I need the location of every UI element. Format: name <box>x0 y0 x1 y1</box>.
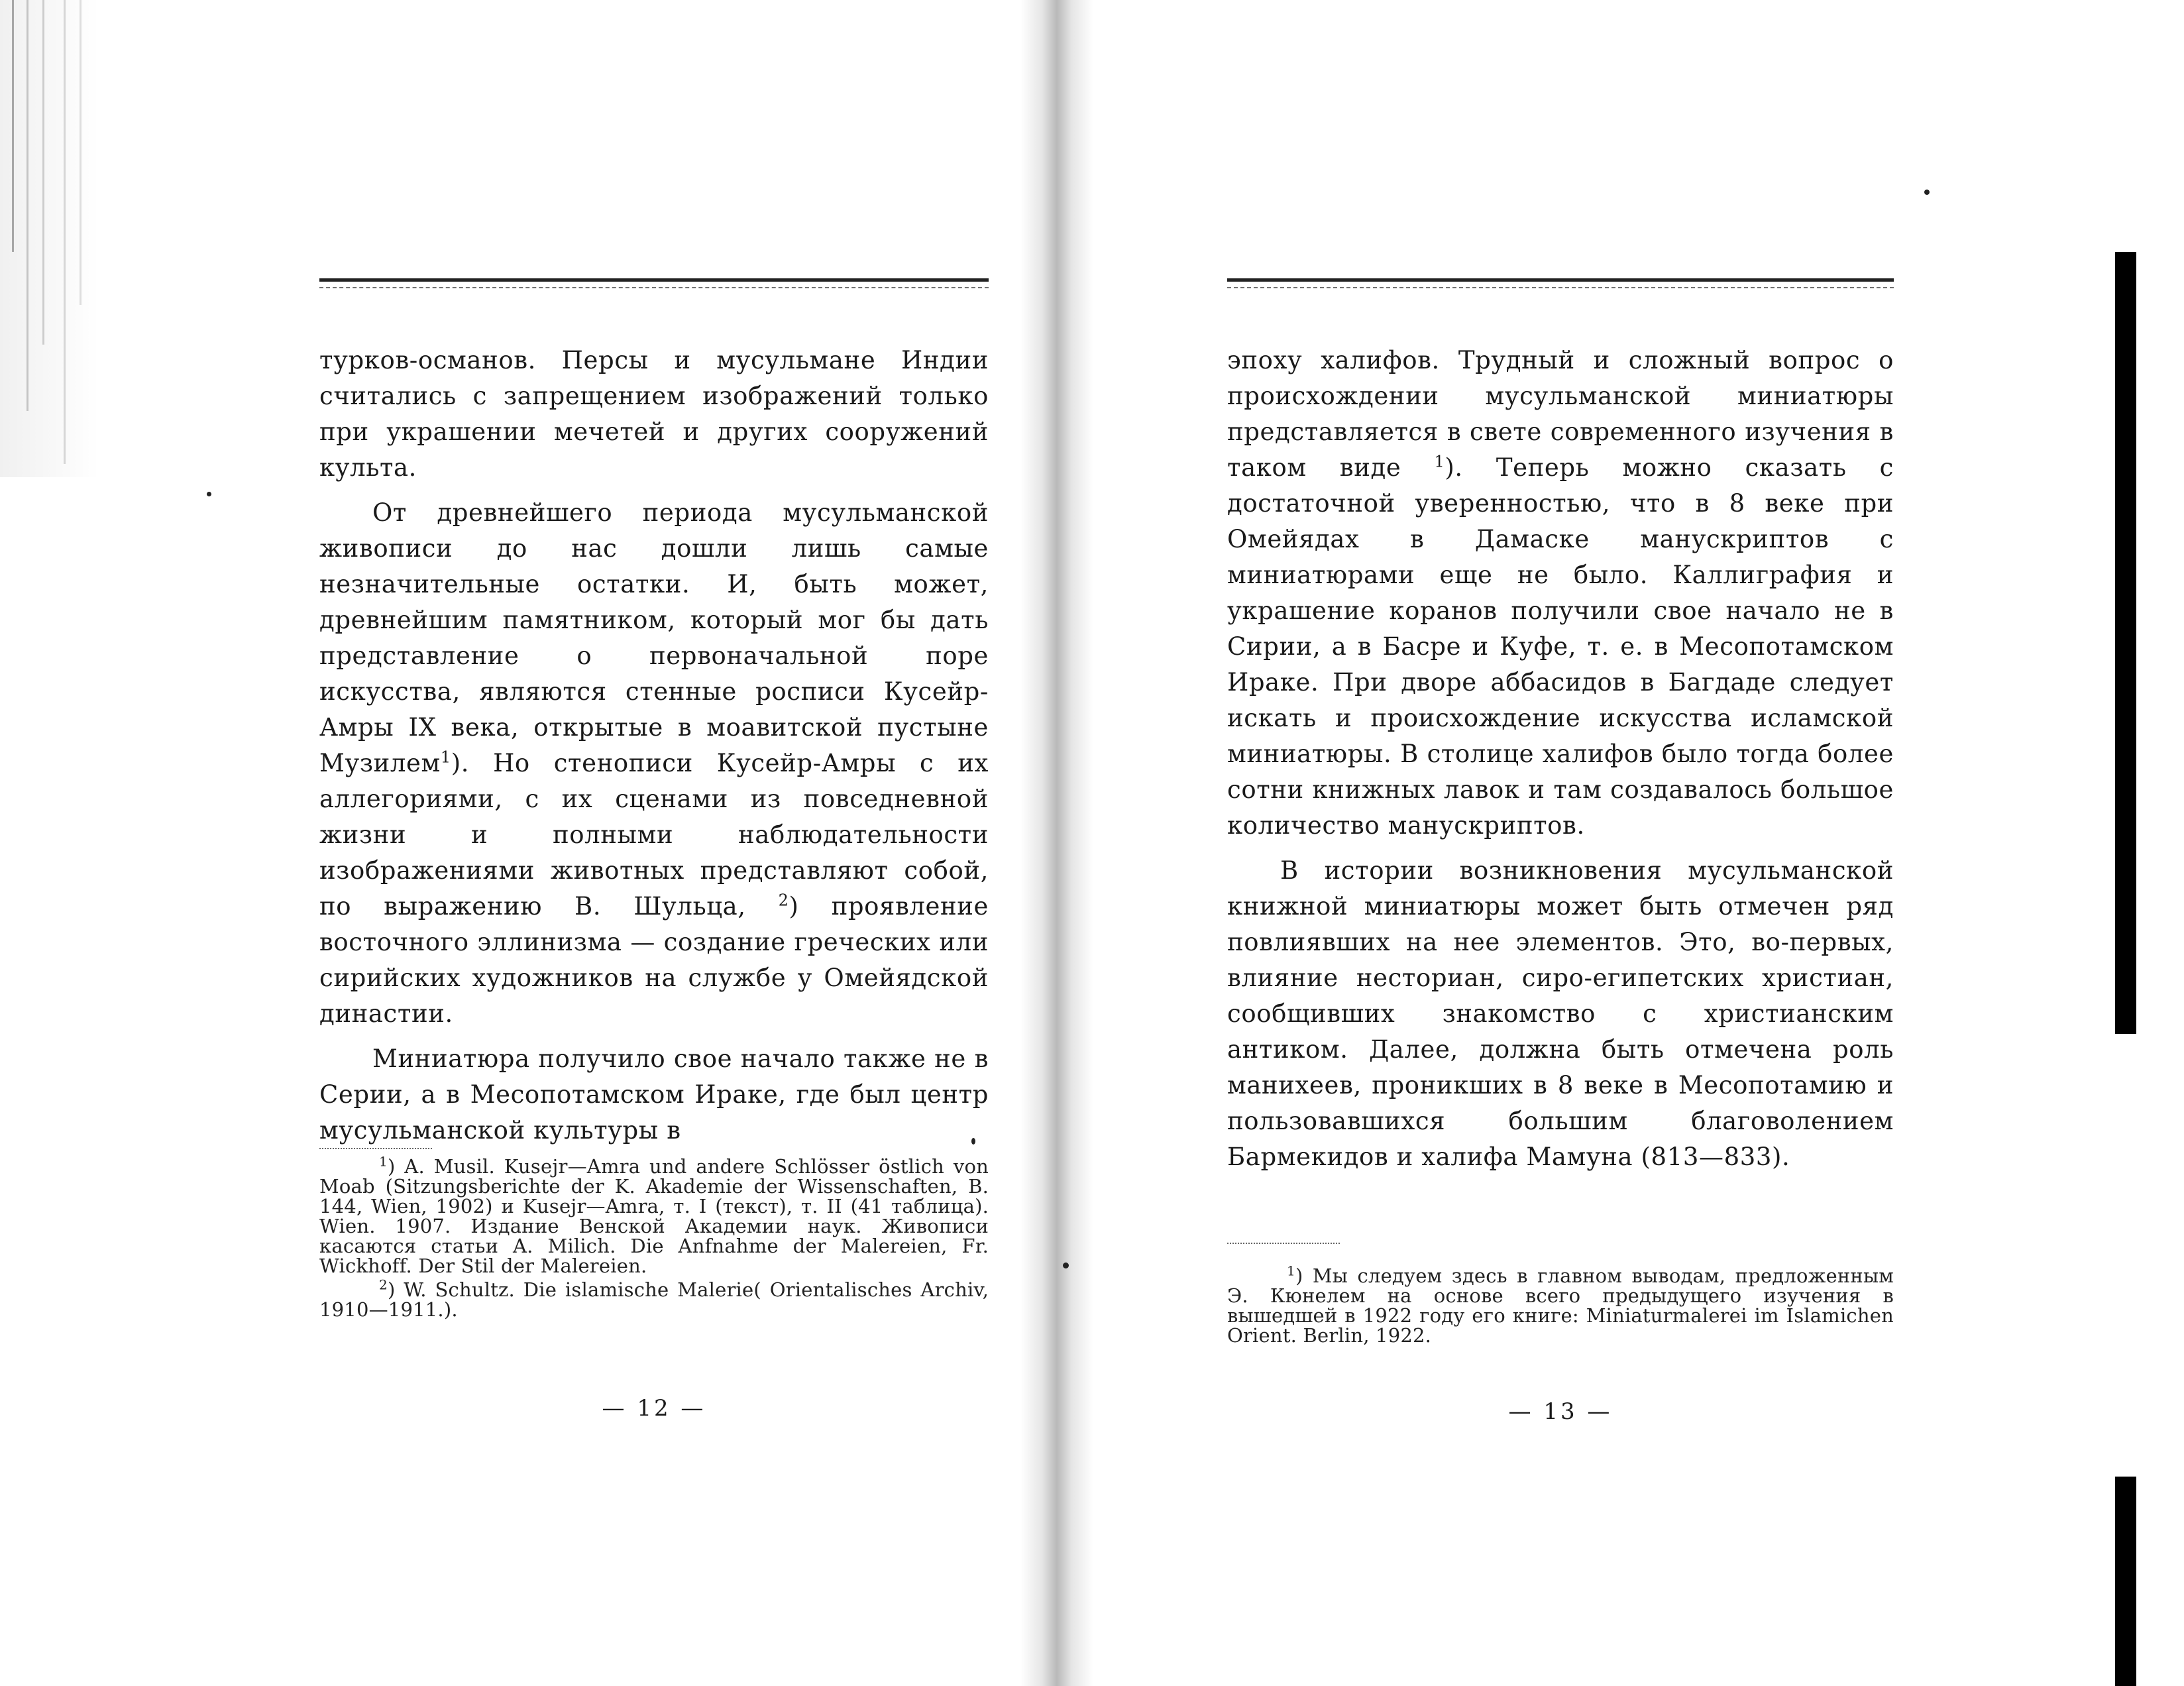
speck <box>207 492 211 496</box>
footnote-ref: 1 <box>1434 452 1445 471</box>
header-rule <box>1227 278 1894 288</box>
left-footnotes <box>319 1153 989 1323</box>
footnote-separator <box>1227 1243 1340 1244</box>
book-gutter <box>1020 0 1093 1686</box>
footnote-separator <box>319 1148 432 1149</box>
right-body-text <box>1227 343 1894 1184</box>
page-number: — 12 — <box>602 1395 706 1422</box>
footnote-ref: 1 <box>440 748 451 767</box>
footnote-2: $^2$) W. Schultz. Die islamische Malerie( Orientalisches Archiv, 1910—1911.). <box>319 1276 989 1321</box>
left-paragraph-3: Миниатюра получило свое начало также не в Серии, а в Месопотамском Ираке, где был центр мусульманской культуры в <box>319 1044 989 1145</box>
speck <box>1063 1263 1069 1268</box>
footnote-ref: 2 <box>778 891 789 910</box>
left-body-text <box>319 343 989 1158</box>
left-scan-edge <box>0 0 99 477</box>
footnote-1: $^1$) Мы следуем здесь в главном выводам, предложенным Э. Кюнелем на основе всего предыдущего изучения в вышедшей в 1922 году его книге: Miniaturmalerei im Islamichen Orient. Berlin, 1922. <box>1227 1263 1894 1347</box>
left-paragraph-1: турков-османов. Персы и мусульмане Индии считались с запрещением изображений только при украшении мечетей и других сооружений культа. <box>319 346 989 482</box>
right-paragraph-1: эпоху халифов. Трудный и сложный вопрос о происхождении мусульманской миниатюры представляется в свете современного изучения в таком виде $^1$). Теперь можно сказать с достаточной уверенностью, что в 8 веке при Омейядах в Дамаске манускриптов с миниатюрами еще не было. Каллиграфия и украшение коранов получили свое начало не в Сирии, а в Басре и Куфе, т. е. в Месопотамском Ираке. При дворе аббасидов в Багдаде следует искать и происхождение искусства исламской миниатюры. В столице халифов было тогда более сотни книжных лавок и там создавалось большое количество манускриптов. <box>1227 346 1894 840</box>
footnote-1: $^1$) A. Musil. Kusejr—Amra und andere Schlösser östlich von Moab (Sitzungsberichte der K. Akademie der Wissenschaften, B. 144, Wien, 1902) и Kusejr—Amra, т. I (текст), т. II (41 таблица). Wien. 1907. Издание Венской Академии наук. Живописи касаются статьи A. Milich. Die Anfnahme der Malereien, Fr. Wickhoff. Der Stil der Malereien. <box>319 1153 989 1277</box>
scan-edge-bar-top <box>2115 252 2136 1034</box>
scan-edge-bar-bottom <box>2115 1477 2136 1686</box>
right-footnotes <box>1227 1263 1894 1349</box>
right-paragraph-2: В истории возникновения мусульманской книжной миниатюры может быть отмечен ряд повлиявших на нее элементов. Это, во-первых, влияние несториан, сиро-египетских христиан, сообщивших знакомство с христианским антиком. Далее, должна быть отмечена роль манихеев, проникших в 8 веке в Месопотамию и пользовавшихся большим благоволением Бармекидов и халифа Мамуна (813—833). <box>1227 856 1894 1171</box>
page-number: — 13 — <box>1508 1398 1613 1425</box>
speck <box>1924 190 1930 195</box>
header-rule <box>319 278 989 288</box>
left-paragraph-2: От древнейшего периода мусульманской живописи до нас дошли лишь самые незначительные остатки. И, быть может, древнейшим памятником, который мог бы дать представление о первоначальной поре искусства, являются стенные росписи Кусейр-Амры IX века, открытые в моавитской пустыне Музилем$^1$). Но стенописи Кусейр-Амры с их аллегориями, с их сценами из повседневной жизни и полными наблюдательности изображениями животных представляют собой, по выражению В. Шульца, $^2$) проявление восточного эллинизма — создание греческих или сирийских художников на службе у Омейядской династии. <box>319 498 989 1028</box>
